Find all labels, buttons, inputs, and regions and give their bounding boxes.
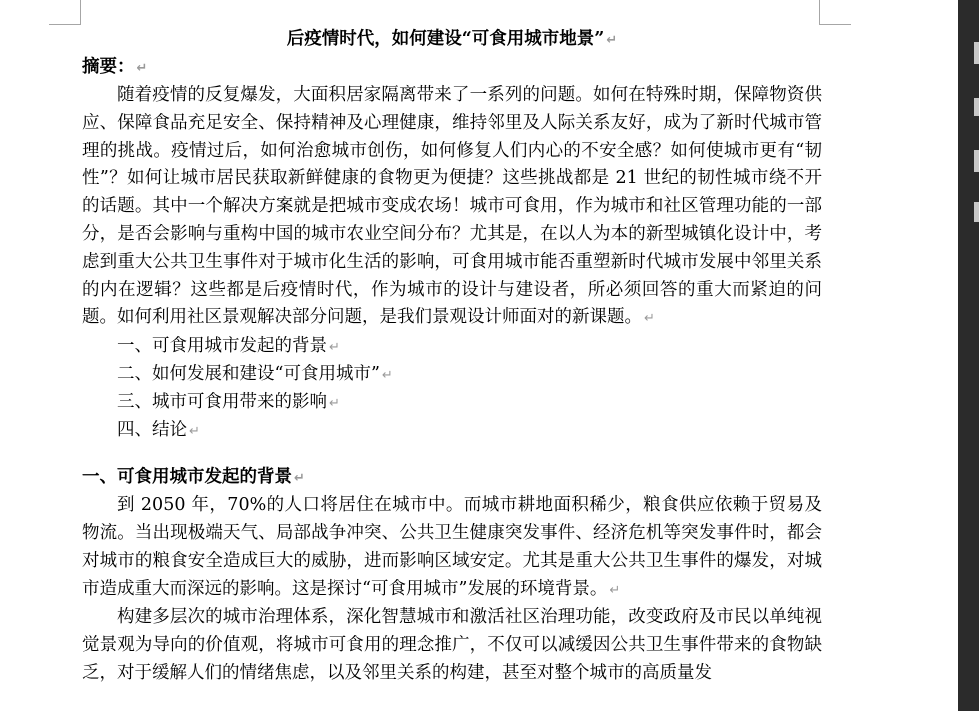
- edge-marker: [974, 150, 979, 172]
- paragraph-mark: ↵: [136, 61, 148, 76]
- document-body[interactable]: [82, 26, 822, 688]
- document-title: 后疫情时代，如何建设“可食用城市地景” ↵: [286, 29, 618, 49]
- toc-item: 四、结论 ↵: [117, 420, 200, 441]
- toc-item: 三、城市可食用带来的影响 ↵: [117, 392, 340, 413]
- edge-marker: [974, 202, 979, 222]
- page-corner-top-left: [49, 0, 81, 25]
- paragraph-mark: ↵: [329, 340, 340, 356]
- edge-marker: [974, 42, 979, 64]
- paragraph-mark: ↵: [294, 471, 305, 487]
- paragraph-mark: ↵: [189, 424, 200, 440]
- body-paragraph: 构建多层次的城市治理体系，深化智慧城市和激活社区治理功能，改变政府及市民以单纯视觉景观为导向的价值观，将城市可食用的理念推广，不仅可以减缓因公共卫生事件带来的食物缺乏，对于缓解人们的情绪焦虑，以及邻里关系的构建，甚至对整个城市的高质量发: [82, 607, 822, 683]
- paragraph-mark: ↵: [644, 311, 655, 327]
- abstract-paragraph: 随着疫情的反复爆发，大面积居家隔离带来了一系列的问题。如何在特殊时期，保障物资供应、保障食品充足安全、保持精神及心理健康，维持邻里及人际关系友好，成为了新时代城市管理的挑战。疫情过后，如何治愈城市创伤，如何修复人们内心的不安全感？如何使城市更有“韧性”？如何让城市居民获取新鲜健康的食物更为便捷？这些挑战都是 21 世纪的韧性城市绕不开的话题。其中一个解决方案就是把城市变成农场！城市可食用，作为城市和社区管理功能的一部分，是否会影响与重构中国的城市农业空间分布？尤其是，在以人为本的新型城镇化设计中，考虑到重大公共卫生事件对于城市化生活的影响，可食用城市能否重塑新时代城市发展中邻里关系的内在逻辑？这些都是后疫情时代，作为城市的设计与建设者，所必须回答的重大而紧迫的问题。如何利用社区景观解决部分问题，是我们景观设计师面对的新课题。 ↵: [82, 85, 822, 328]
- blank-line: [82, 445, 822, 464]
- abstract-label: 摘要： ↵: [82, 57, 148, 77]
- paragraph-mark: ↵: [606, 33, 618, 48]
- body-paragraph: 到 2050 年，70%的人口将居住在城市中。而城市耕地面积稀少，粮食供应依赖于贸易及物流。当出现极端天气、局部战争冲突、公共卫生健康突发事件、经济危机等突发事件时，都会对城市的粮食安全造成巨大的威胁，进而影响区域安定。尤其是重大公共卫生事件的爆发，对城市造成重大而深远的影响。这是探讨“可食用城市”发展的环境背景。 ↵: [82, 495, 822, 599]
- edge-marker: [974, 98, 979, 116]
- section-heading: 一、可食用城市发起的背景 ↵: [82, 467, 305, 488]
- paragraph-mark: ↵: [381, 368, 393, 384]
- toc-item: 一、可食用城市发起的背景 ↵: [117, 336, 340, 357]
- paragraph-mark: ↵: [609, 582, 621, 598]
- toc-item: 二、如何发展和建设“可食用城市” ↵: [117, 364, 393, 385]
- paragraph-mark: ↵: [329, 396, 340, 412]
- page-corner-top-right: [819, 0, 851, 25]
